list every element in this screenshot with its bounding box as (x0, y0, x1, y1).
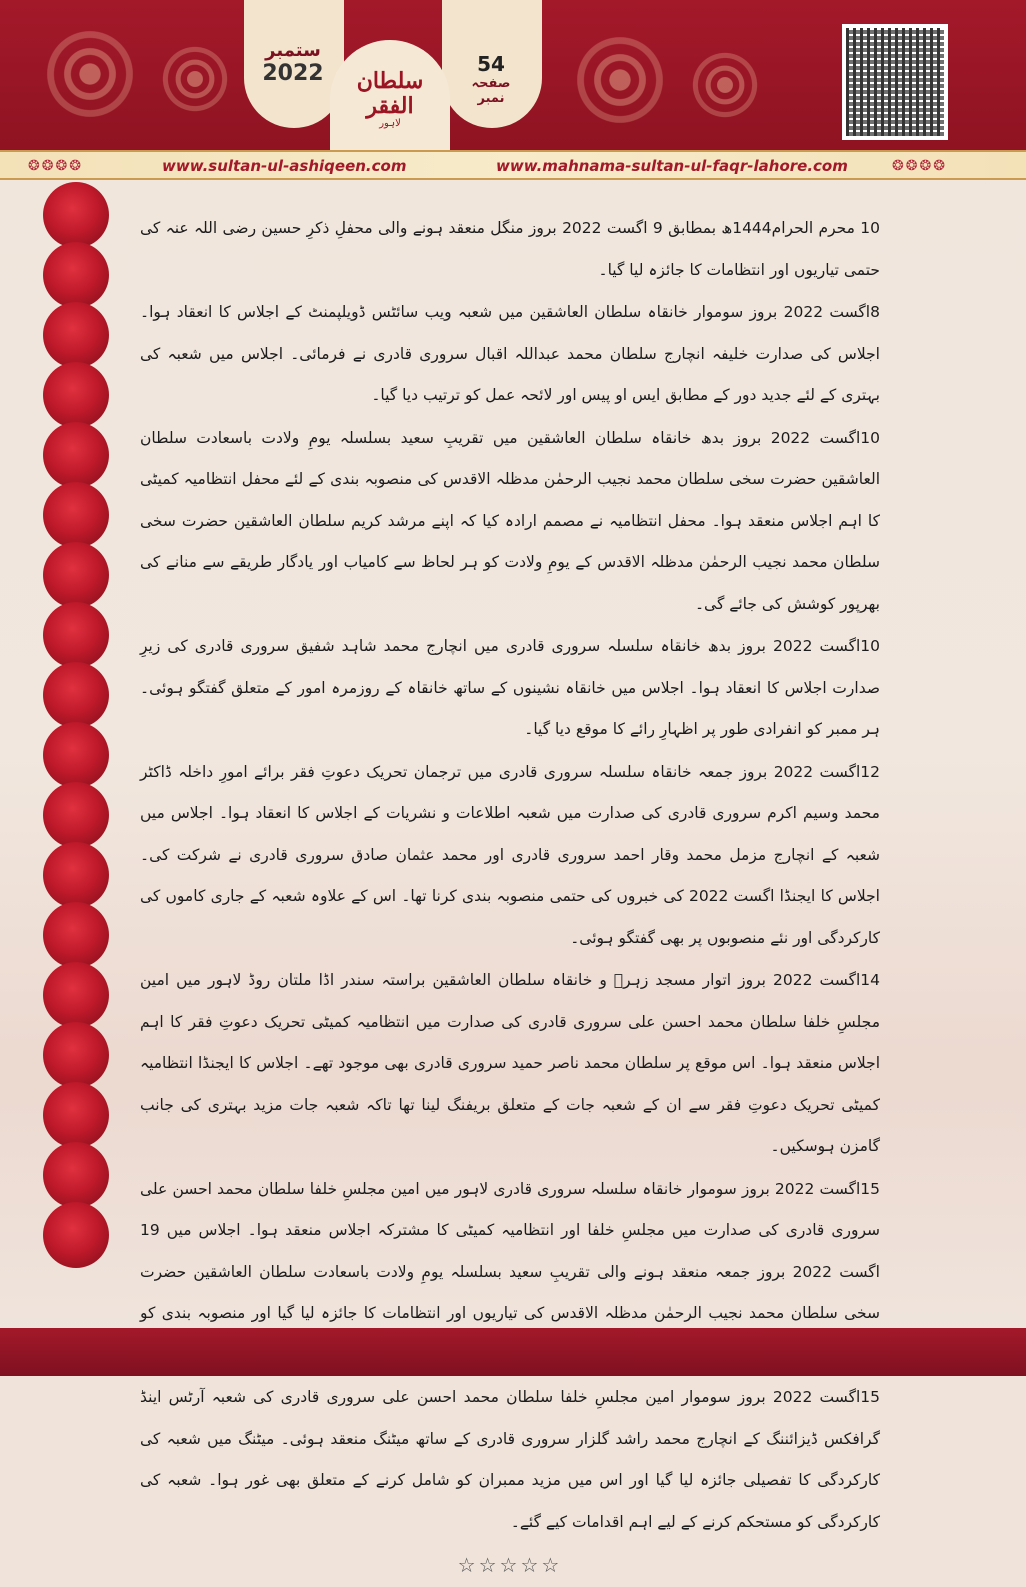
bead (43, 1022, 109, 1088)
magazine-logo (330, 40, 450, 158)
news-paragraph-5: 12اگست 2022 بروز جمعہ خانقاہ سلسلہ سروری قادری میں ترجمان تحریک دعوتِ فقر برائے امورِ داخلہ ڈاکٹر محمد وسیم اکرم سروری قادری کی صدارت میں شعبہ اطلاعات و نشریات کے اجلاس کا انعقاد ہوا۔ اجلاس میں شعبہ کے انچارج مزمل محمد وقار احمد سروری قادری اور محمد عثمان صادق سروری قادری نے شرکت کی۔ اجلاس کا ایجنڈا اگست 2022 کی خبروں کی حتمی منصوبہ بندی کرنا تھا۔ اس کے علاوہ شعبہ کے جاری کاموں کی کارکردگی اور نئے منصوبوں پر بھی گفتگو ہوئی۔ (140, 762, 880, 947)
issue-month: ستمبر (265, 40, 321, 61)
closing-stars: ☆☆☆☆☆ (457, 1553, 563, 1577)
news-paragraph-7: 15اگست 2022 بروز سوموار خانقاہ سلسلہ سروری قادری لاہور میں امین مجلسِ خلفا سلطان محمد احسن علی سروری قادری کی صدارت میں مجلسِ خلفا اور انتظامیہ کمیٹی کا مشترکہ اجلاس منعقد ہوا۔ اجلاس میں 19 اگست 2022 بروز جمعہ منعقد ہونے والی تقریبِ سعید بسلسلہ یومِ ولادت باسعادت سلطان العاشقین حضرت سخی سلطان محمد نجیب الرحمٰن مدظلہ الاقدس کی تیاریوں اور انتظامات کا جائزہ لیا گیا اور منصوبہ بندی کو (140, 1179, 880, 1322)
qr-code-pattern (846, 28, 944, 136)
website-link-mahnama[interactable]: www.mahnama-sultan-ul-faqr-lahore.com (496, 157, 848, 175)
mandala-ornament-right (560, 20, 680, 140)
page-footer-band (0, 1328, 1026, 1376)
bead (43, 602, 109, 668)
bead (43, 1202, 109, 1268)
qr-code-icon[interactable] (842, 24, 948, 140)
news-paragraph-1: 10 محرم الحرام1444ھ بمطابق 9 اگست 2022 بروز منگل منعقد ہونے والی محفلِ ذکرِ حسین رضی اللہ عنہ کی حتمی تیاریوں اور انتظامات کا جائزہ لیا گیا۔ (140, 219, 880, 279)
article-body (140, 208, 880, 1577)
bead (43, 302, 109, 368)
bead (43, 662, 109, 728)
bead (43, 422, 109, 488)
news-paragraph-3: 10اگست 2022 بروز بدھ خانقاہ سلطان العاشقین میں تقریبِ سعید بسلسلہ یومِ ولادت باسعادت سلطان العاشقین حضرت سخی سلطان محمد نجیب الرحمٰن مدظلہ الاقدس کی منصوبہ بندی کے لئے محفل انتظامیہ کمیٹی کا اہم اجلاس منعقد ہوا۔ محفل انتظامیہ نے مصمم ارادہ کیا کہ اپنے مرشد کریم سلطان العاشقین حضرت سخی سلطان محمد نجیب الرحمٰن مدظلہ الاقدس کے یومِ ولادت کو ہر لحاظ سے کامیاب اور یادگار طریقے سے منانے کی بھرپور کوشش کی جائے گی۔ (140, 428, 880, 613)
news-paragraph-2: 8اگست 2022 بروز سوموار خانقاہ سلطان العاشقین میں شعبہ ویب سائٹس ڈویلپمنٹ کے اجلاس کا انعقاد ہوا۔ اجلاس کی صدارت خلیفہ انچارج سلطان محمد عبداللہ اقبال سروری قادری نے فرمائی۔ اجلاس میں شعبہ کی بہتری کے لئے جدید دور کے مطابق ایس او پیس اور لائحہ عمل کو ترتیب دیا گیا۔ (140, 303, 880, 404)
logo-subtitle: لاہور (379, 117, 401, 129)
bead (43, 1142, 109, 1208)
decorative-dots-left: ❂❂❂❂ (28, 158, 83, 174)
issue-year: 2022 (262, 61, 324, 86)
website-link-ashiqeen[interactable]: www.sultan-ul-ashiqeen.com (162, 157, 407, 175)
page-number-block (458, 52, 524, 106)
decorative-bead-ribbon (40, 182, 112, 1322)
bead (43, 1082, 109, 1148)
news-paragraph-8: 15اگست 2022 بروز سوموار امین مجلسِ خلفا سلطان محمد احسن علی سروری قادری کی شعبہ آرٹس اینڈ گرافکس ڈیزائننگ کے انچارج محمد راشد گلزار سروری قادری کے ساتھ میٹنگ منعقد ہوئی۔ میٹنگ میں شعبہ کی کارکردگی کا تفصیلی جائزہ لیا گیا اور اس میں مزید ممبران کو شامل کرنے کے متعلق بھی غور ہوا۔ شعبہ کی کارکردگی کو مستحکم کرنے کے لیے اہم اقدامات کیے گئے۔ (140, 1388, 880, 1531)
bead (43, 782, 109, 848)
issue-date (258, 40, 328, 86)
mandala-ornament-left (30, 14, 150, 134)
news-paragraph-6: 14اگست 2022 بروز اتوار مسجد زہرؓ و خانقاہ سلطان العاشقین براستہ سندر اڈا ملتان روڈ لاہور میں امین مجلسِ خلفا سلطان محمد احسن علی سروری قادری کی صدارت میں انتظامیہ کمیٹی تحریک دعوتِ فقر کا اہم اجلاس منعقد ہوا۔ اس موقع پر سلطان محمد ناصر حمید سروری قادری بھی موجود تھے۔ اجلاس کا ایجنڈا انتظامیہ کمیٹی تحریک دعوتِ فقر سے ان کے شعبہ جات کے متعلق بریفنگ لینا تھا تاکہ شعبہ جات مزید بہتری کی جانب گامزن ہوسکیں۔ (140, 971, 880, 1155)
decorative-dots-right: ❂❂❂❂ (892, 158, 947, 174)
bead (43, 962, 109, 1028)
mandala-ornament-left-2 (150, 34, 240, 124)
bead (43, 542, 109, 608)
page-number: 54 (477, 52, 505, 76)
mandala-ornament-right-2 (680, 40, 770, 130)
page-header (0, 0, 1026, 150)
news-paragraph-4: 10اگست 2022 بروز بدھ خانقاہ سلسلہ سروری قادری میں انچارج محمد شاہد شفیق سروری قادری کی زیرِ صدارت اجلاس کا انعقاد ہوا۔ اجلاس میں خانقاہ نشینوں کے ساتھ خانقاہ کے روزمرہ امور کے متعلق گفتگو ہوئی۔ ہر ممبر کو انفرادی طور پر اظہارِ رائے کا موقع دیا گیا۔ (140, 637, 880, 738)
bead (43, 182, 109, 248)
bead (43, 842, 109, 908)
page-number-label: صفحہ نمبر (471, 76, 511, 106)
bead (43, 362, 109, 428)
url-strip (0, 150, 1026, 180)
logo-title: سلطان الفقر (356, 68, 424, 119)
bead (43, 482, 109, 548)
bead (43, 242, 109, 308)
bead (43, 722, 109, 788)
bead (43, 902, 109, 968)
